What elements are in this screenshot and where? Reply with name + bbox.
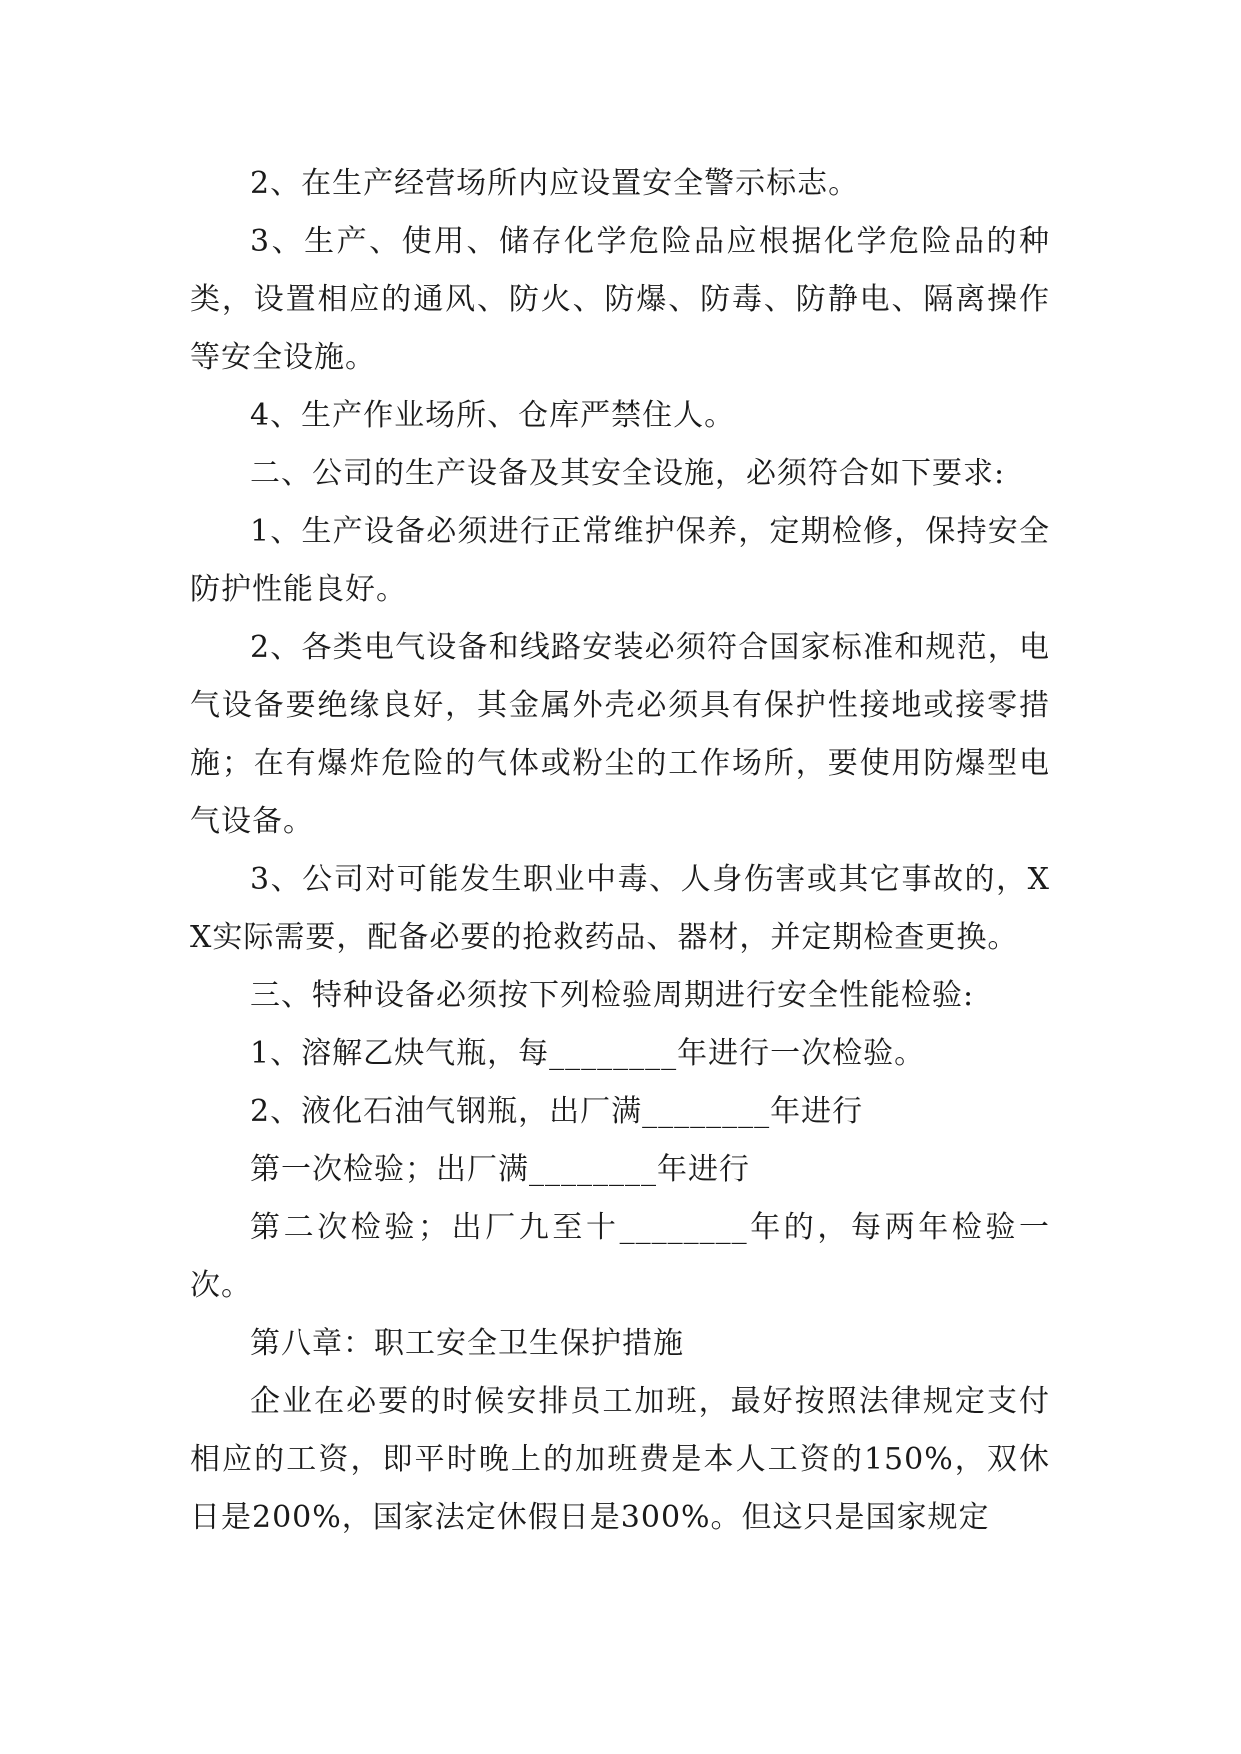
paragraph-overtime: 企业在必要的时候安排员工加班，最好按照法律规定支付相应的工资，即平时晚上的加班费是本人工资的150%，双休日是200%，国家法定休假日是300%。但这只是国家规定: [190, 1384, 1050, 1535]
paragraph-electrical: 2、各类电气设备和线路安装必须符合国家标准和规范，电气设备要绝缘良好，其金属外壳必须具有保护性接地或接零措施；在有爆炸危险的气体或粉尘的工作场所，要使用防爆型电气设备。: [190, 630, 1050, 839]
paragraph-warning-signs: 2、在生产经营场所内应设置安全警示标志。: [250, 166, 860, 201]
paragraph-lpg: 2、液化石油气钢瓶，出厂满________年进行: [250, 1094, 864, 1129]
chapter-eight-heading: 第八章：职工安全卫生保护措施: [250, 1326, 684, 1361]
paragraph-no-residence: 4、生产作业场所、仓库严禁住人。: [250, 398, 736, 433]
section-special-equipment-heading: 三、特种设备必须按下列检验周期进行安全性能检验:: [250, 978, 975, 1013]
paragraph-second-inspection: 第二次检验；出厂九至十________年的，每两年检验一次。: [190, 1210, 1050, 1303]
paragraph-chemical-safety: 3、生产、使用、储存化学危险品应根据化学危险品的种类，设置相应的通风、防火、防爆、防毒、防静电、隔离操作等安全设施。: [190, 224, 1050, 375]
document-body: [190, 155, 1050, 1547]
paragraph-first-inspection: 第一次检验；出厂满________年进行: [250, 1152, 750, 1187]
paragraph-acetylene: 1、溶解乙炔气瓶，每________年进行一次检验。: [250, 1036, 926, 1071]
paragraph-maintenance: 1、生产设备必须进行正常维护保养，定期检修，保持安全防护性能良好。: [190, 514, 1050, 607]
paragraph-first-aid: 3、公司对可能发生职业中毒、人身伤害或其它事故的，XX实际需要，配备必要的抢救药品、器材，并定期检查更换。: [190, 862, 1050, 955]
section-equipment-heading: 二、公司的生产设备及其安全设施，必须符合如下要求:: [250, 456, 1006, 491]
